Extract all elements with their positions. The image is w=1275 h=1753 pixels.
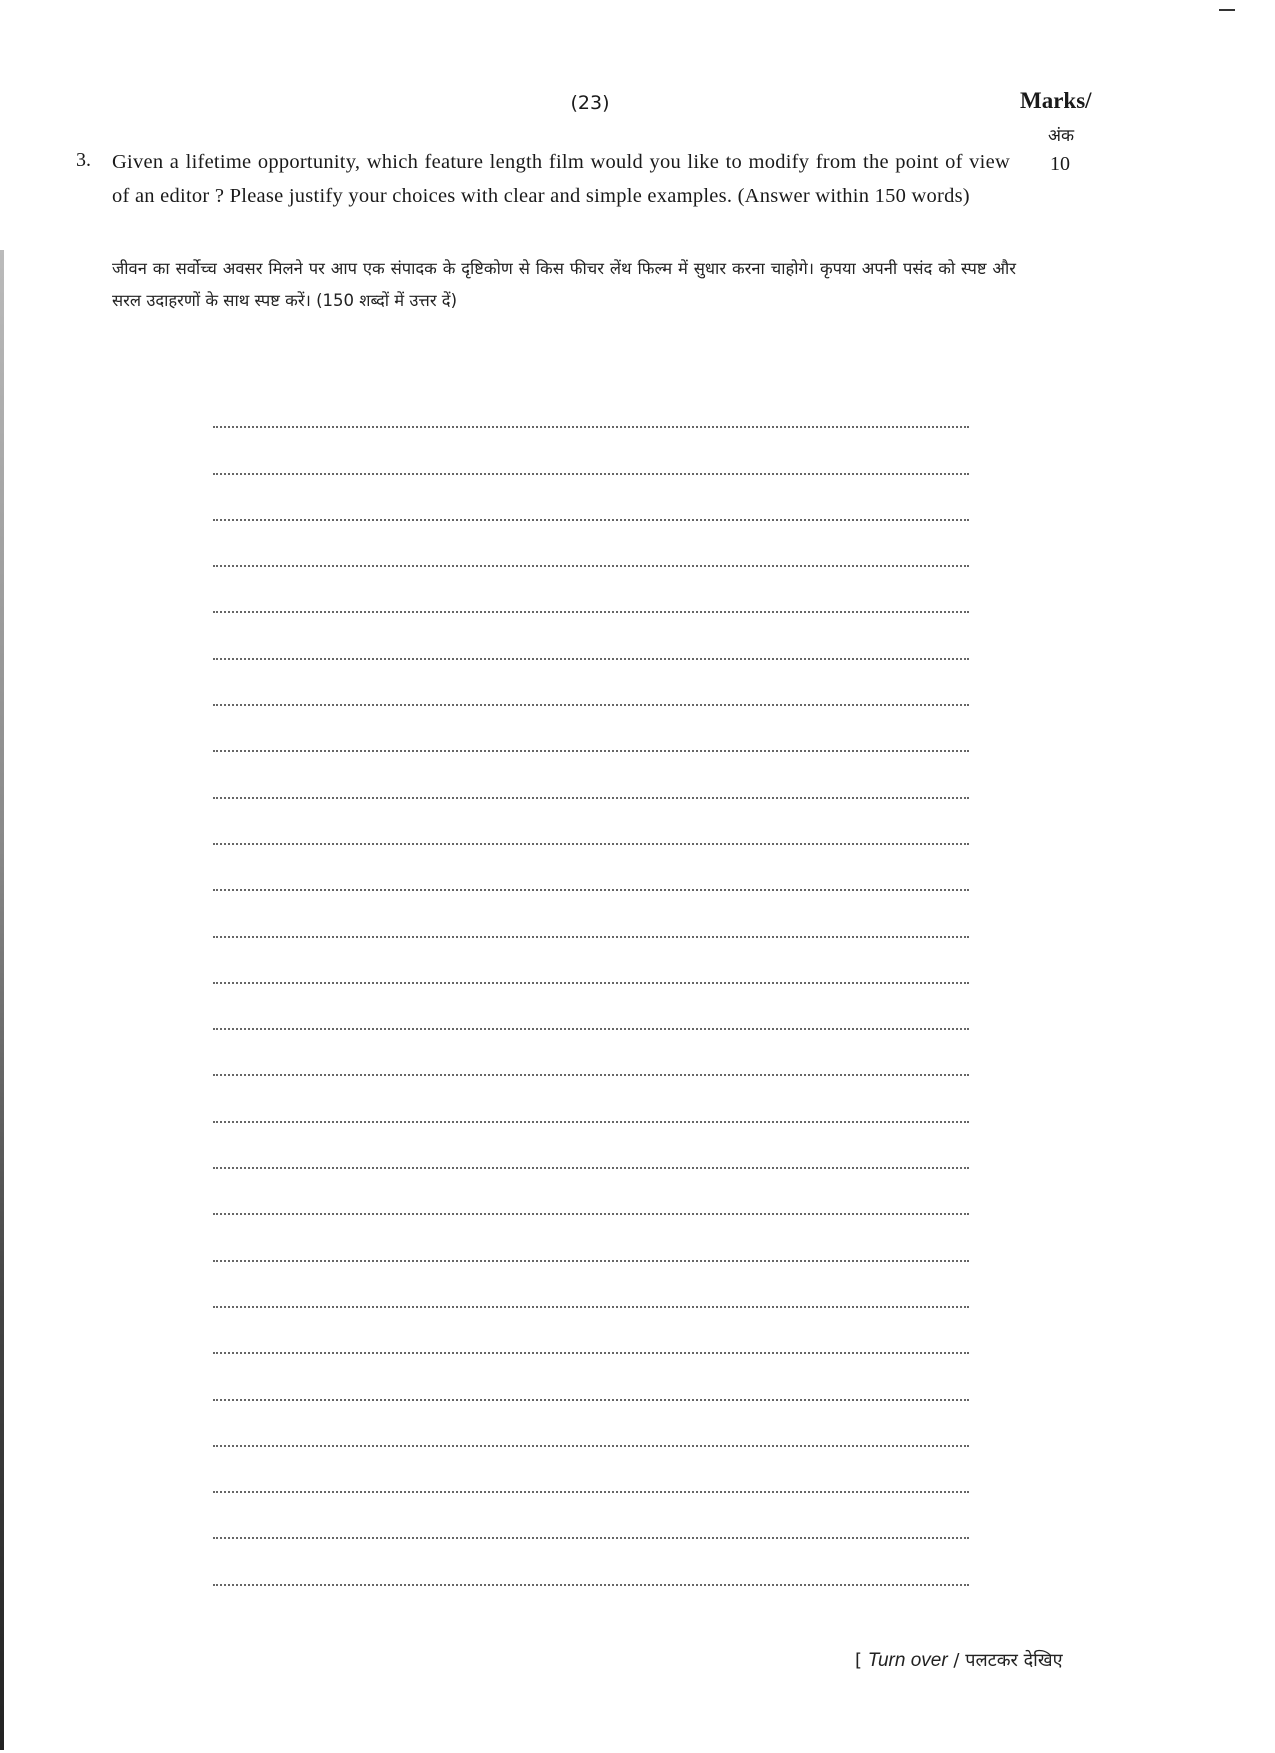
answer-line[interactable] — [213, 521, 969, 567]
question-text-english: Given a lifetime opportunity, which feature length film would you like to modify from the point of view of an editor ? Please justify your choices with clear and simple examples. (Answer within 150 words) — [112, 151, 1010, 207]
answer-line[interactable] — [213, 938, 969, 984]
turn-over-hindi: पलटकर देखिए — [965, 1650, 1063, 1671]
answer-lines[interactable] — [213, 382, 969, 1586]
answer-line[interactable] — [213, 706, 969, 752]
page-number: (23) — [570, 92, 610, 114]
answer-line[interactable] — [213, 475, 969, 521]
marks-column-heading-hindi: अंक — [1048, 126, 1075, 146]
turn-over-bracket: [ — [855, 1650, 863, 1671]
page-left-edge-shadow — [0, 250, 4, 1750]
answer-line[interactable] — [213, 984, 969, 1030]
answer-line[interactable] — [213, 567, 969, 613]
question-marks: 10 — [1050, 153, 1070, 175]
question-number: 3. — [76, 149, 91, 171]
answer-line[interactable] — [213, 1447, 969, 1493]
turn-over-english: Turn over — [867, 1650, 948, 1671]
answer-line[interactable] — [213, 1123, 969, 1169]
turn-over-note — [855, 1648, 1063, 1672]
answer-line[interactable] — [213, 1401, 969, 1447]
answer-line[interactable] — [213, 382, 969, 428]
turn-over-separator: / — [953, 1650, 960, 1671]
answer-line[interactable] — [213, 1262, 969, 1308]
answer-line[interactable] — [213, 1308, 969, 1354]
answer-line[interactable] — [213, 799, 969, 845]
answer-line[interactable] — [213, 1354, 969, 1400]
marks-column-heading: Marks/ — [1020, 88, 1092, 113]
answer-line[interactable] — [213, 1539, 969, 1585]
answer-line[interactable] — [213, 752, 969, 798]
question-text-hindi: जीवन का सर्वोच्च अवसर मिलने पर आप एक संपादक के दृष्टिकोण से किस फीचर लेंथ फिल्म में सुधार करना चाहोगे। कृपया अपनी पसंद को स्पष्ट और सरल उदाहरणों के साथ स्पष्ट करें। (150 शब्दों में उत्तर दें) — [112, 259, 1016, 310]
answer-line[interactable] — [213, 613, 969, 659]
answer-line[interactable] — [213, 1215, 969, 1261]
answer-line[interactable] — [213, 1493, 969, 1539]
answer-line[interactable] — [213, 660, 969, 706]
answer-line[interactable] — [213, 1076, 969, 1122]
answer-line[interactable] — [213, 1030, 969, 1076]
answer-line[interactable] — [213, 428, 969, 474]
corner-mark — [1219, 9, 1235, 11]
answer-line[interactable] — [213, 891, 969, 937]
answer-line[interactable] — [213, 845, 969, 891]
answer-line[interactable] — [213, 1169, 969, 1215]
